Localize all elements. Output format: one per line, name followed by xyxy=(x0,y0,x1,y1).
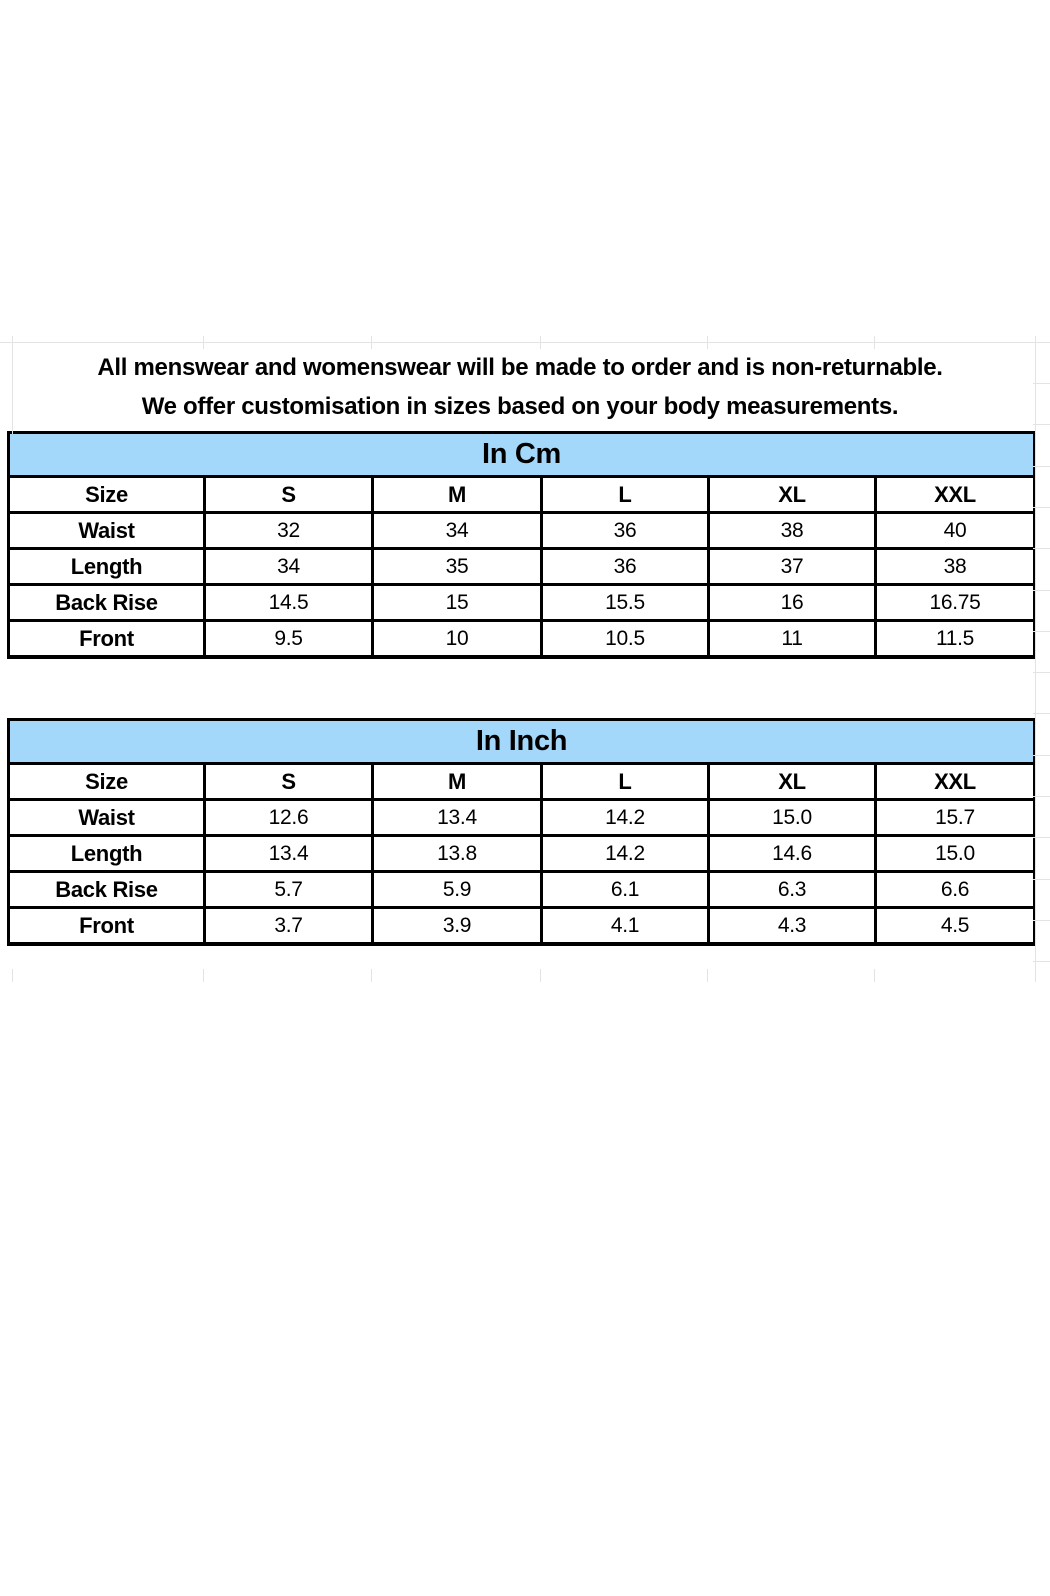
column-header-cell: Size xyxy=(9,477,205,513)
value-cell: 34 xyxy=(205,549,373,585)
column-header-cell: Size xyxy=(9,764,205,800)
column-header-cell: M xyxy=(373,764,542,800)
value-cell: 38 xyxy=(709,513,876,549)
value-cell: 36 xyxy=(542,549,709,585)
table-title-row xyxy=(9,720,1035,764)
value-cell: 14.2 xyxy=(542,836,709,872)
table-row xyxy=(9,513,1035,549)
spreadsheet-gridline xyxy=(371,969,372,982)
column-header-cell: XXL xyxy=(876,764,1035,800)
row-label-cell: Back Rise xyxy=(9,585,205,621)
spreadsheet-gridline xyxy=(1033,466,1050,467)
spreadsheet-gridline xyxy=(12,342,13,434)
size-table-cm xyxy=(7,431,1036,659)
table-row xyxy=(9,621,1035,658)
value-cell: 13.4 xyxy=(205,836,373,872)
value-cell: 15.0 xyxy=(709,800,876,836)
spreadsheet-gridline xyxy=(1033,755,1050,756)
row-label-cell: Length xyxy=(9,549,205,585)
value-cell: 4.5 xyxy=(876,908,1035,945)
notice xyxy=(7,348,1033,426)
spreadsheet-gridline xyxy=(1033,961,1050,962)
table-row xyxy=(9,836,1035,872)
spreadsheet-gridline xyxy=(1033,672,1050,673)
spreadsheet-gridline xyxy=(1033,713,1050,714)
column-header-cell: S xyxy=(205,764,373,800)
value-cell: 15.0 xyxy=(876,836,1035,872)
table-header-row xyxy=(9,764,1035,800)
value-cell: 6.6 xyxy=(876,872,1035,908)
row-label-cell: Front xyxy=(9,621,205,658)
value-cell: 4.3 xyxy=(709,908,876,945)
table-row xyxy=(9,872,1035,908)
spreadsheet-gridline xyxy=(707,336,708,349)
table-row xyxy=(9,908,1035,945)
value-cell: 4.1 xyxy=(542,908,709,945)
table-title: In Cm xyxy=(9,433,1035,477)
spreadsheet-gridline xyxy=(1033,631,1050,632)
spreadsheet-gridline xyxy=(203,969,204,982)
row-label-cell: Length xyxy=(9,836,205,872)
spreadsheet-gridline xyxy=(1033,424,1050,425)
row-label-cell: Back Rise xyxy=(9,872,205,908)
value-cell: 15 xyxy=(373,585,542,621)
value-cell: 34 xyxy=(373,513,542,549)
value-cell: 15.5 xyxy=(542,585,709,621)
value-cell: 35 xyxy=(373,549,542,585)
spreadsheet-gridline xyxy=(540,336,541,349)
column-header-cell: S xyxy=(205,477,373,513)
spreadsheet-gridline xyxy=(874,969,875,982)
spreadsheet-gridline xyxy=(0,342,1050,343)
value-cell: 3.9 xyxy=(373,908,542,945)
spreadsheet-gridline xyxy=(1033,383,1050,384)
value-cell: 12.6 xyxy=(205,800,373,836)
value-cell: 3.7 xyxy=(205,908,373,945)
column-header-cell: M xyxy=(373,477,542,513)
spreadsheet-gridline xyxy=(1033,796,1050,797)
spreadsheet-gridline xyxy=(203,336,204,349)
spreadsheet-gridline xyxy=(874,336,875,349)
column-header-cell: L xyxy=(542,764,709,800)
value-cell: 13.8 xyxy=(373,836,542,872)
value-cell: 16 xyxy=(709,585,876,621)
column-header-cell: L xyxy=(542,477,709,513)
spreadsheet-gridline xyxy=(1033,590,1050,591)
value-cell: 13.4 xyxy=(373,800,542,836)
value-cell: 38 xyxy=(876,549,1035,585)
spreadsheet-gridline xyxy=(540,969,541,982)
value-cell: 16.75 xyxy=(876,585,1035,621)
notice-line-1: All menswear and womenswear will be made to order and is non-returnable. xyxy=(97,354,943,381)
value-cell: 6.1 xyxy=(542,872,709,908)
value-cell: 5.7 xyxy=(205,872,373,908)
spreadsheet-gridline xyxy=(1033,507,1050,508)
spreadsheet-gridline xyxy=(1033,548,1050,549)
spreadsheet-gridline xyxy=(1033,920,1050,921)
value-cell: 36 xyxy=(542,513,709,549)
value-cell: 10 xyxy=(373,621,542,658)
column-header-cell: XL xyxy=(709,764,876,800)
spreadsheet-gridline xyxy=(1035,342,1036,982)
spreadsheet-gridline xyxy=(12,969,13,982)
size-table-inch xyxy=(7,718,1036,946)
spreadsheet-gridline xyxy=(1033,879,1050,880)
notice-line-2: We offer customisation in sizes based on your body measurements. xyxy=(141,393,899,420)
value-cell: 14.2 xyxy=(542,800,709,836)
column-header-cell: XXL xyxy=(876,477,1035,513)
row-label-cell: Waist xyxy=(9,513,205,549)
table-row xyxy=(9,549,1035,585)
value-cell: 10.5 xyxy=(542,621,709,658)
value-cell: 11.5 xyxy=(876,621,1035,658)
table-row xyxy=(9,585,1035,621)
value-cell: 14.5 xyxy=(205,585,373,621)
spreadsheet-gridline xyxy=(371,336,372,349)
table-title-row xyxy=(9,433,1035,477)
spreadsheet-gridline xyxy=(707,969,708,982)
table-header-row xyxy=(9,477,1035,513)
table-row xyxy=(9,800,1035,836)
row-label-cell: Front xyxy=(9,908,205,945)
value-cell: 6.3 xyxy=(709,872,876,908)
table-title: In Inch xyxy=(9,720,1035,764)
value-cell: 14.6 xyxy=(709,836,876,872)
column-header-cell: XL xyxy=(709,477,876,513)
value-cell: 37 xyxy=(709,549,876,585)
row-label-cell: Waist xyxy=(9,800,205,836)
value-cell: 9.5 xyxy=(205,621,373,658)
value-cell: 40 xyxy=(876,513,1035,549)
value-cell: 11 xyxy=(709,621,876,658)
value-cell: 32 xyxy=(205,513,373,549)
value-cell: 15.7 xyxy=(876,800,1035,836)
spreadsheet-gridline xyxy=(1033,837,1050,838)
value-cell: 5.9 xyxy=(373,872,542,908)
